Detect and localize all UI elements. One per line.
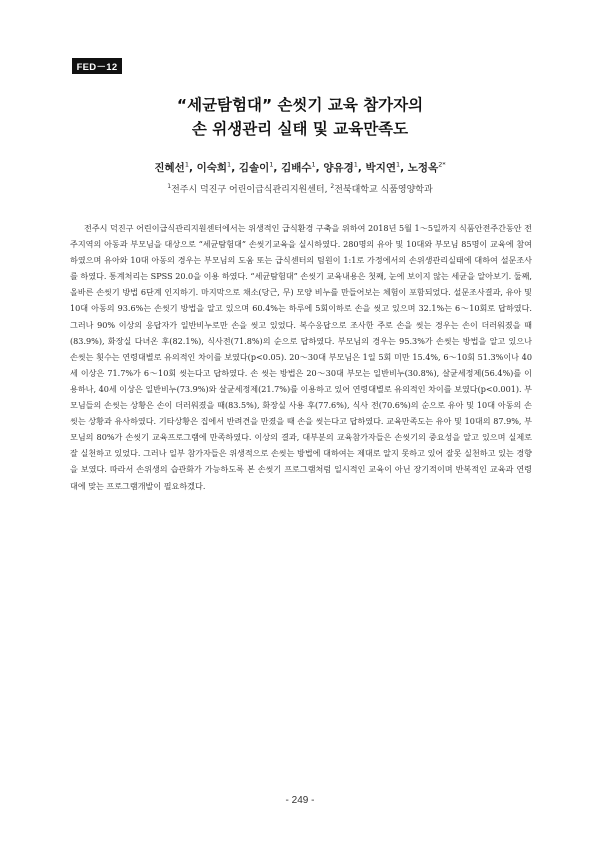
author-affiliation-mark: 2* [438, 160, 446, 169]
author-name: 진혜선 [154, 162, 185, 174]
affiliation-mark: 1 [167, 183, 172, 190]
paper-title-line-1: “세균탐험대” 손씻기 교육 참가자의 [176, 96, 424, 114]
affiliation-mark: 2 [330, 183, 335, 190]
author [323, 162, 358, 174]
abstract-text: 전주시 덕진구 어린이급식관리지원센터에서는 위생적인 급식환경 구축을 위하여 2018년 5월 1～5일까지 식품안전주간동안 전주지역의 아동과 부모님을 대상으로 “세균탐험대” 손씻기교육을 실시하였다. 280명의 유아 및 10대와 부모님 85명이 교육에 참여하였으며 유아와 10대 아동의 경우는 부모님의 도움 또는 급식센터의 팀원이 1:1로 가정에서의 손위생관리실태에 대하여 설문조사를 하였다. 통계처리는 SPSS 20.0을 이용 하였다. “세균탐험대” 손씻기 교육내용은 첫째, 눈에 보이지 않는 세균을 알아보기. 둘째, 올바른 손씻기 방법 6단계 인지하기. 마지막으로 채소(당근, 무) 모양 비누를 만들어보는 체험이 포함되었다. 설문조사결과, 유아 및 10대 아동의 93.6%는 손씻기 방법을 알고 있으며 60.4%는 하루에 5회이하로 손을 씻고 있으며 32.1%는 6～10회로 답하였다. 그러나 90% 이상의 응답자가 일반비누로만 손을 씻고 있었다. 복수응답으로 조사한 주로 손을 씻는 경우는 손이 더러워졌을 때(83.9%), 화장실 다녀온 후(82.1%), 식사전(71.8%)의 순으로 답하였다. 부모님의 경우는 95.3%가 손씻는 방법을 알고 있으나 손씻는 횟수는 연령대별로 유의적인 차이를 보였다(p<0.05). 20～30대 부모님은 1일 5회 미만 15.4%, 6～10회 51.3%이나 40세 이상은 71.7%가 6～10회 씻는다고 답하였다. 손 씻는 방법은 20～30대 부모는 일반비누(30.8%), 살균세정제(56.4%)를 이용하나, 40세 이상은 일반비누(73.9%)와 살균세정제(21.7%)를 이용하고 있어 연령대별로 유의적인 차이를 보였다(p<0.001). 부모님들의 손씻는 상황은 손이 더러워졌을 때(83.5%), 화장실 사용 후(77.6%), 식사 전(70.6%)의 순으로 유아 및 10대 아동의 손씻는 상황과 유사하였다. 기타상황은 집에서 반려견을 만졌을 때 손을 씻는다고 답하였다. 교육만족도는 유아 및 10대의 87.9%, 부모님의 80%가 손씻기 교육프로그램에 만족하였다. 이상의 결과, 대부분의 교육참가자들은 손씻기의 중요성을 알고 있으며 실제로 잘 실천하고 있었다. 그러나 일부 참가자들은 위생적으로 손씻는 방법에 대하여는 제대로 알지 못하고 있어 잘못 실천하고 있는 경향을 보였다. 따라서 손위생의 습관화가 가능하도록 본 손씻기 프로그램처럼 일시적인 교육이 아닌 장기적이며 반복적인 교육과 연령대에 맞는 프로그램개발이 필요하겠다. [70, 223, 532, 491]
author-affiliation-mark: 1 [353, 160, 358, 169]
affiliations: $^1$전주시 덕진구 어린이급식관리지원센터, $^2$전북대학교 식품영양학과 [167, 183, 433, 195]
paper-title-line-2: 손 위생관리 실태 및 교육만족도 [191, 120, 409, 138]
author-name: 김배수 [281, 162, 312, 174]
affiliation-text: 전북대학교 식품영양학과 [334, 185, 433, 195]
author-affiliation-mark: 1 [269, 160, 274, 169]
section-code-badge: FED－12 [72, 58, 122, 74]
author-name: 김솔이 [238, 162, 270, 174]
author-affiliation-mark: 1 [184, 160, 189, 169]
author [366, 162, 401, 174]
author [239, 162, 274, 174]
author-name: 양유경 [323, 162, 354, 174]
author [281, 162, 316, 174]
affiliation-text: 전주시 덕진구 어린이급식관리지원센터 [171, 185, 325, 195]
affiliation [167, 185, 324, 195]
author-list: 진혜선$^1$, 이숙희$^1$, 김솔이$^1$, 김배수$^1$, 양유경$^1$, 박지연$^1$, 노정옥$^{2*}$ [154, 160, 446, 174]
author-name: 노정옥 [407, 162, 439, 174]
author [408, 162, 446, 174]
author-name: 박지연 [365, 162, 396, 174]
author [154, 162, 189, 174]
author-affiliation-mark: 1 [227, 160, 232, 169]
author [197, 162, 232, 174]
affiliation [330, 185, 432, 195]
author-affiliation-mark: 1 [311, 160, 316, 169]
author-affiliation-mark: 1 [395, 160, 401, 169]
page-number: - 249 - [285, 795, 315, 806]
author-name: 이숙희 [196, 162, 228, 174]
